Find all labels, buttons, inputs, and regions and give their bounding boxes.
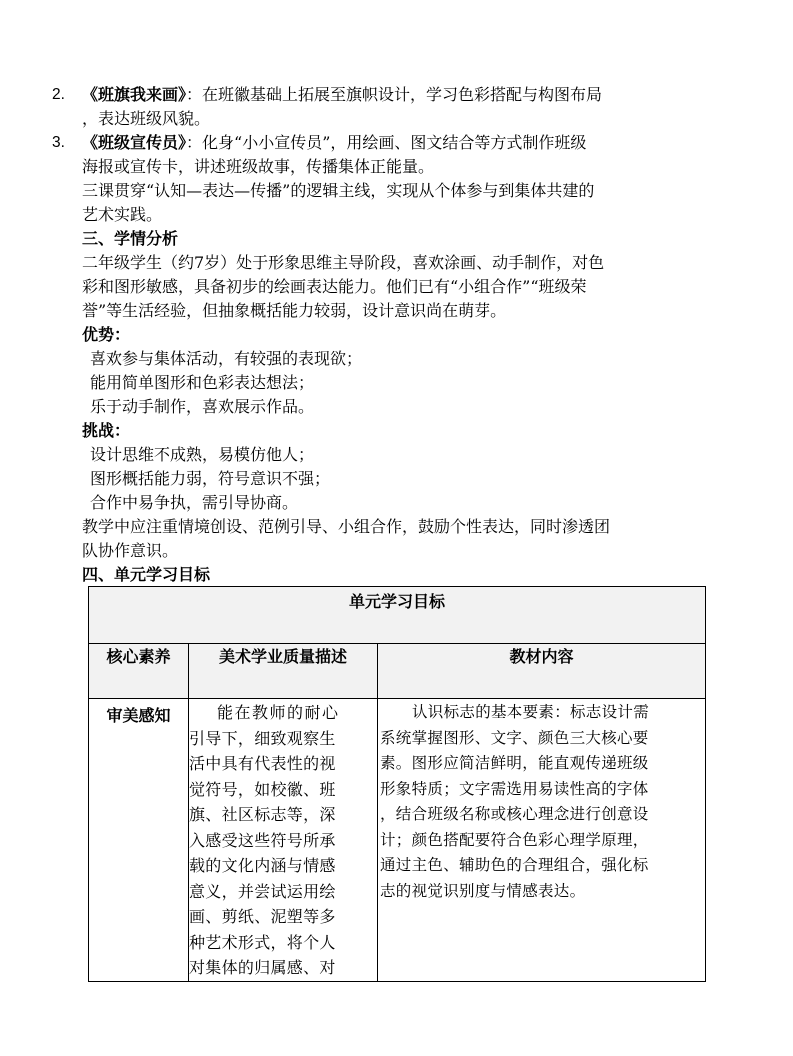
table-title: 单元学习目标 — [89, 587, 706, 644]
section3-para-line-2: 彩和图形敏感，具备初步的绘画表达能力。他们已有“小组合作”“班级荣 — [82, 277, 587, 296]
content-line: 通过主色、辅助色的合理组合，强化标 — [380, 856, 649, 874]
strength-item: 乐于动手制作，喜欢展示作品。 — [90, 397, 315, 416]
table-header-row — [89, 644, 706, 699]
content-line: 素。图形应简洁鲜明，能直观传递班级 — [380, 754, 649, 772]
challenge-item: 合作中易争执，需引导协商。 — [90, 493, 299, 512]
list-item-2 — [82, 83, 602, 107]
closing-line-1: 教学中应注重情境创设、范例引导、小组合作，鼓励个性表达，同时渗透团 — [82, 517, 611, 536]
content-line: 计；颜色搭配要符合色彩心理学原理， — [380, 830, 649, 849]
challenges-label: 挑战： — [82, 421, 131, 440]
content-line: 认识标志的基本要素：标志设计需 — [412, 703, 650, 721]
section3-para-line-3: 誉”等生活经验，但抽象概括能力较弱，设计意识尚在萌芽。 — [82, 301, 507, 320]
table-header-core: 核心素养 — [89, 644, 189, 699]
list-item-3 — [82, 131, 586, 155]
summary-line-1: 三课贯穿“认知—表达—传播”的逻辑主线，实现从个体参与到集体共建的 — [82, 181, 595, 200]
content-line: ，结合班级名称或核心理念进行创意设 — [380, 805, 649, 823]
summary-line-2: 艺术实践。 — [82, 205, 163, 224]
quality-line: 旗、社区标志等，深 — [189, 805, 336, 824]
table-header-quality: 美术学业质量描述 — [189, 644, 378, 699]
learning-goals-table — [88, 586, 706, 982]
quality-line: 觉符号，如校徽、班 — [189, 779, 336, 799]
strengths-label: 优势： — [82, 325, 131, 344]
table-row — [89, 699, 706, 982]
strength-item: 能用简单图形和色彩表达想法； — [90, 373, 315, 392]
quality-line: 入感受这些符号所承 — [189, 830, 336, 850]
section3-para-line-1: 二年级学生（约7岁）处于形象思维主导阶段，喜欢涂画、动手制作，对色 — [82, 253, 605, 272]
quality-line: 引导下，细致观察生 — [189, 728, 336, 748]
quality-line: 种艺术形式，将个人 — [189, 932, 336, 952]
textbook-content-cell — [378, 699, 706, 982]
quality-line: 意义，并尝试运用绘 — [189, 881, 336, 901]
list-item-3-text-cont: 海报或宣传卡，讲述班级故事，传播集体正能量。 — [82, 157, 435, 176]
strength-item: 喜欢参与集体活动，有较强的表现欲； — [90, 349, 363, 368]
quality-line: 载的文化内涵与情感 — [189, 856, 336, 875]
quality-line: 对集体的归属感、对 — [189, 958, 336, 977]
core-literacy-cell: 审美感知 — [89, 699, 189, 982]
list-item-2-title: 《班旗我来画》 — [82, 85, 187, 104]
content-line: 志的视觉识别度与情感表达。 — [380, 881, 586, 900]
table-header-content: 教材内容 — [378, 644, 706, 699]
closing-line-2: 队协作意识。 — [82, 541, 179, 560]
section-heading-3: 三、学情分析 — [82, 229, 179, 248]
list-item-3-text: ：化身“小小宣传员”，用绘画、图文结合等方式制作班级 — [186, 133, 587, 152]
list-item-3-title: 《班级宣传员》 — [82, 133, 187, 152]
quality-description-cell — [189, 699, 378, 982]
table-title-row — [89, 587, 706, 644]
list-item-2-text-cont: ，表达班级风貌。 — [82, 109, 211, 128]
content-line: 形象特质；文字需选用易读性高的字体 — [380, 779, 649, 798]
quality-line: 能在教师的耐心 — [217, 703, 340, 722]
section-heading-4: 四、单元学习目标 — [82, 565, 211, 584]
content-line: 系统掌握图形、文字、颜色三大核心要 — [380, 728, 649, 747]
quality-line: 画、剪纸、泥塑等多 — [189, 907, 336, 926]
challenge-item: 设计思维不成熟，易模仿他人； — [90, 445, 315, 464]
challenge-item: 图形概括能力弱，符号意识不强； — [90, 469, 331, 488]
list-item-2-text: ：在班徽基础上拓展至旗帜设计，学习色彩搭配与构图布局 — [186, 85, 603, 104]
list-item-3-number: 3. — [52, 134, 65, 151]
list-item-2-number: 2. — [52, 86, 65, 103]
quality-line: 活中具有代表性的视 — [189, 754, 336, 773]
